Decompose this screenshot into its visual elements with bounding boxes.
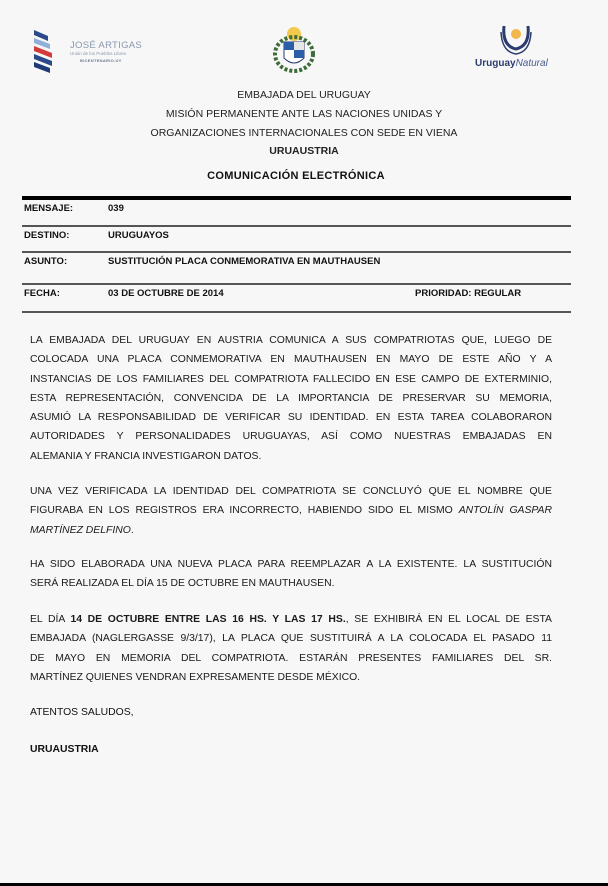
text-line: ALEMANIA Y FRANCIA INVESTIGARON DATOS. [30, 450, 262, 462]
divider-top [22, 196, 571, 200]
ribbon-icon [28, 26, 58, 78]
text-line: EMBAJADA (NAGLERGASSE 9/3/17), LA PLACA QUE SUSTITUIRÁ A LA COLOCADA EL PASADO 11 [30, 633, 552, 645]
divider [22, 283, 571, 285]
uruguay-natural-logo [470, 22, 562, 76]
text-line: HA SIDO ELABORADA UNA NUEVA PLACA PARA REEMPLAZAR A LA EXISTENTE. LA SUSTITUCIÓN [30, 559, 552, 570]
destino-label: DESTINO: [24, 230, 70, 241]
closing-text: ATENTOS SALUDOS, [30, 707, 134, 718]
text-line: SERÁ REALIZADA EL DÍA 15 DE OCTUBRE EN MAUTHAUSEN. [30, 578, 335, 590]
fecha-value: 03 DE OCTUBRE DE 2014 [108, 288, 224, 299]
text-line: FIGURABA EN LOS REGISTROS ERA INCORRECTO, HABIENDO SIDO EL MISMO ANTOLÍN GASPAR [30, 505, 552, 517]
person-name: ANTOLÍN GASPAR [458, 505, 552, 517]
logo-left-name: JOSÉ ARTIGAS [70, 40, 143, 51]
logo-left-site: BICENTENARIO.UY [80, 58, 122, 63]
text-line: MARTÍNEZ QUIENES VENDRAN EXPRESAMENTE DESDE MÉXICO. [30, 671, 361, 683]
paragraph-1 [30, 331, 552, 466]
mensaje-label: MENSAJE: [24, 203, 74, 214]
text-line: LA EMBAJADA DEL URUGUAY EN AUSTRIA COMUNICA A SUS COMPATRIOTAS QUE, LUEGO DE [30, 335, 552, 346]
divider [22, 225, 571, 227]
jose-artigas-logo [28, 26, 158, 78]
event-time: 14 DE OCTUBRE ENTRE LAS 16 HS. Y LAS 17 HS. [70, 614, 346, 625]
text-line: AUTORIDADES Y PERSONALIDADES URUGUAYAS, ASÍ COMO NUESTRAS EMBAJADAS EN [30, 431, 552, 443]
text-line: INSTANCIAS DE LOS FAMILIARES DEL COMPATRIOTA FALLECIDO EN ESE CAMPO DE EXTERMINIO, [30, 373, 552, 385]
header-mission: MISIÓN PERMANENTE ANTE LAS NACIONES UNIDAS Y [165, 108, 443, 120]
text-line: DE MAYO EN MEMORIA DEL COMPATRIOTA. ESTARÁN PRESENTES FAMILIARES DEL SR. [30, 652, 552, 664]
logo-right-text: UruguayNatural [475, 58, 548, 69]
text-line: ESTA REPRESENTACIÓN, CONVENCIDA DE LA IMPORTANCIA DE PRESERVAR SU MEMORIA, [30, 392, 552, 404]
mensaje-value: 039 [108, 203, 124, 214]
text-line: ASUMIÓ LA RESPONSABILIDAD DE VERIFICAR SU IDENTIDAD. EN ESTA TAREA COLABORARON [30, 412, 552, 424]
text-line: EL DÍA 14 DE OCTUBRE ENTRE LAS 16 HS. Y LAS 17 HS., SE EXHIBIRÁ EN EL LOCAL DE ESTA [30, 614, 552, 625]
header-embassy: EMBAJADA DEL URUGUAY [237, 89, 371, 101]
asunto-label: ASUNTO: [24, 256, 68, 267]
signature: URUAUSTRIA [30, 744, 99, 755]
header-organizations: ORGANIZACIONES INTERNACIONALES CON SEDE EN VIENA [150, 127, 458, 139]
fecha-label: FECHA: [24, 288, 60, 299]
text-line: COLOCADA UNA PLACA CONMEMORATIVA EN MAUTHAUSEN EN MAYO DE ESTE AÑO Y A [30, 354, 552, 366]
paragraph-3 [30, 555, 552, 594]
text-line: MARTÍNEZ DELFINO. [30, 524, 134, 536]
divider-bottom [22, 311, 571, 313]
paragraph-4 [30, 610, 552, 687]
uruguay-coat-of-arms-icon [270, 24, 318, 74]
paragraph-2 [30, 482, 552, 540]
header-uruaustria: URUAUSTRIA [269, 145, 339, 157]
document-title: COMUNICACIÓN ELECTRÓNICA [207, 170, 385, 182]
person-name: MARTÍNEZ DELFINO [30, 524, 131, 536]
logo-left-subtitle: Unión de los Pueblos Libres [70, 51, 127, 56]
divider [22, 251, 571, 253]
asunto-value: SUSTITUCIÓN PLACA CONMEMORATIVA EN MAUTHAUSEN [108, 256, 381, 267]
text-line: UNA VEZ VERIFICADA LA IDENTIDAD DEL COMPATRIOTA SE CONCLUYÓ QUE EL NOMBRE QUE [30, 486, 552, 497]
sun-arc-icon [499, 22, 533, 56]
destino-value: URUGUAYOS [108, 230, 169, 241]
prioridad-value: PRIORIDAD: REGULAR [415, 288, 522, 299]
